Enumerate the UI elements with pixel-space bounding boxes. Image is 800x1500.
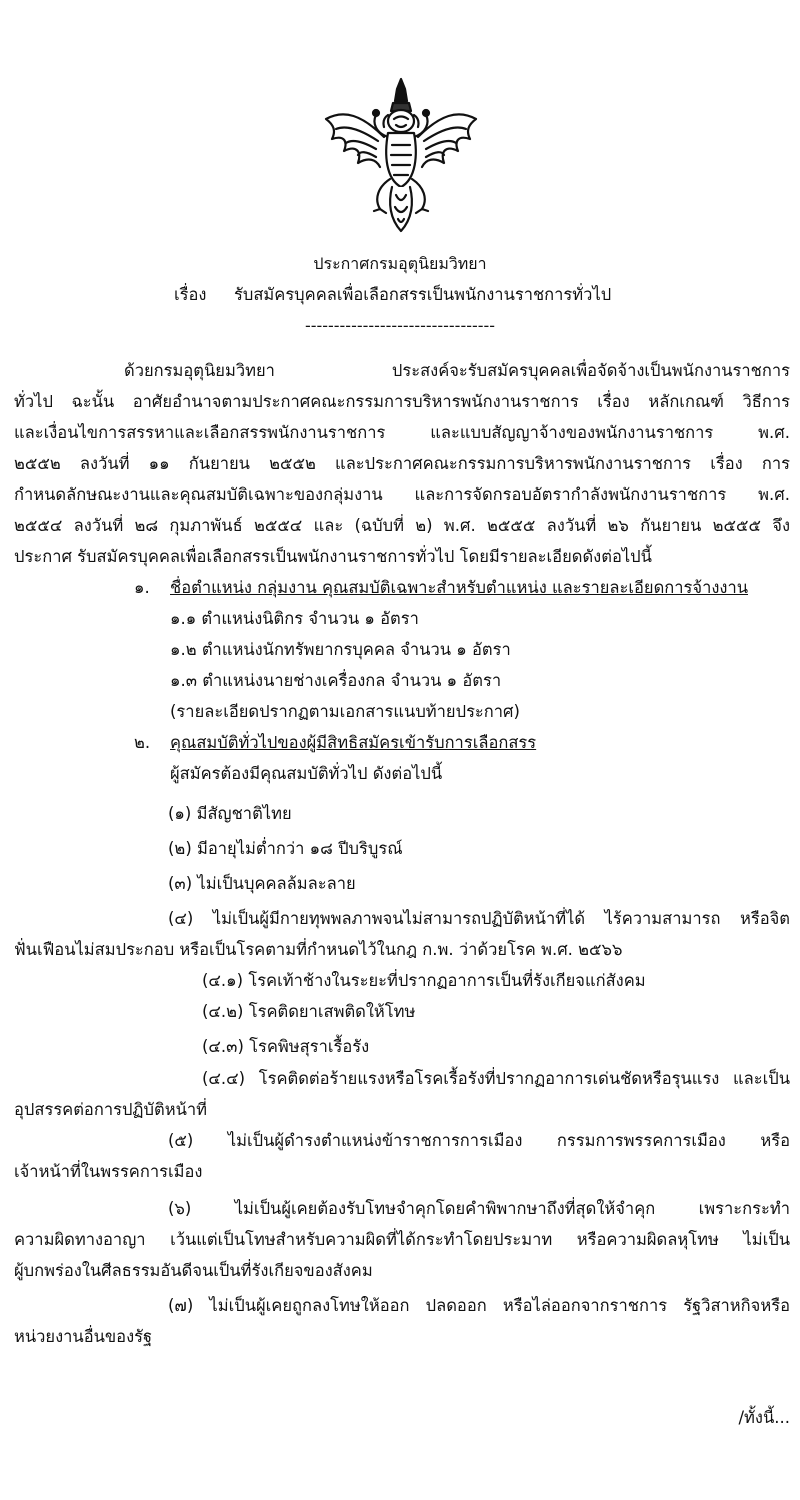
intro-line-3: และเงื่อนไขการสรรหาและเลือกสรรพนักงานราชการ และแบบสัญญาจ้างของพนักงานราชการ พ.ศ.: [14, 423, 790, 442]
intro-line-7: ประกาศ รับสมัครบุคคลเพื่อเลือกสรรเป็นพนักงานราชการทั่วไป โดยมีรายละเอียดดังต่อไปนี้: [14, 547, 652, 566]
section1-item-3: ๑.๓ ตำแหน่งนายช่างเครื่องกล จำนวน ๑ อัตรา: [170, 671, 502, 690]
qualification-6-line-2: ความผิดทางอาญา เว้นแต่เป็นโทษสำหรับความผิดที่ได้กระทำโดยประมาท หรือความผิดลหุโทษ ไม่เป็น: [14, 1230, 790, 1249]
qualification-2: (๒) มีอายุไม่ต่ำกว่า ๑๘ ปีบริบูรณ์: [168, 839, 403, 858]
qualification-5-line-1: (๕) ไม่เป็นผู้ดำรงตำแหน่งข้าราชการการเมือง กรรมการพรรคการเมือง หรือ: [168, 1131, 790, 1150]
header-divider: ---------------------------------: [305, 316, 495, 335]
qualification-4-line-2: ฟั่นเฟือนไม่สมประกอบ หรือเป็นโรคตามที่กำหนดไว้ในกฎ ก.พ. ว่าด้วยโรค พ.ศ. ๒๕๖๖: [14, 940, 623, 959]
qualification-4-4-line-1: (๔.๔) โรคติดต่อร้ายแรงหรือโรคเรื้อรังที่ปรากฏอาการเด่นชัดหรือรุนแรง และเป็น: [202, 1069, 790, 1088]
section2-lead: ผู้สมัครต้องมีคุณสมบัติทั่วไป ดังต่อไปนี้: [170, 764, 443, 783]
qualification-4-1: (๔.๑) โรคเท้าช้างในระยะที่ปรากฏอาการเป็นที่รังเกียจแก่สังคม: [202, 971, 646, 990]
intro-line-1: ด้วยกรมอุตุนิยมวิทยา ประสงค์จะรับสมัครบุคคลเพื่อจัดจ้างเป็นพนักงานราชการ: [124, 361, 790, 380]
qualification-6-line-1: (๖) ไม่เป็นผู้เคยต้องรับโทษจำคุกโดยคำพิพากษาถึงที่สุดให้จำคุก เพราะกระทำ: [168, 1199, 790, 1218]
intro-line-6: ๒๕๕๔ ลงวันที่ ๒๘ กุมภาพันธ์ ๒๕๕๔ และ (ฉบับที่ ๒) พ.ศ. ๒๕๕๕ ลงวันที่ ๒๖ กันยายน ๒๕๕๕ จึง: [14, 516, 790, 535]
qualification-4-2: (๔.๒) โรคติดยาเสพติดให้โทษ: [202, 1002, 416, 1021]
section1-item-2: ๑.๒ ตำแหน่งนักทรัพยากรบุคคล จำนวน ๑ อัตรา: [170, 640, 511, 659]
section2-number: ๒.: [134, 733, 151, 752]
qualification-5-line-2: เจ้าหน้าที่ในพรรคการเมือง: [14, 1162, 203, 1181]
subject-text: รับสมัครบุคคลเพื่อเลือกสรรเป็นพนักงานราชการทั่วไป: [234, 285, 612, 304]
qualification-3: (๓) ไม่เป็นบุคคลล้มละลาย: [168, 874, 356, 893]
qualification-4-3: (๔.๓) โรคพิษสุราเรื้อรัง: [202, 1037, 370, 1056]
garuda-emblem-icon: [318, 75, 484, 235]
section1-item-1: ๑.๑ ตำแหน่งนิติกร จำนวน ๑ อัตรา: [170, 609, 419, 628]
qualification-4-4-line-2: อุปสรรคต่อการปฏิบัติหน้าที่: [14, 1100, 207, 1119]
section1-number: ๑.: [134, 578, 150, 597]
section1-heading: ชื่อตำแหน่ง กลุ่มงาน คุณสมบัติเฉพาะสำหรับตำแหน่ง และรายละเอียดการจ้างงาน: [170, 578, 749, 597]
section1-note: (รายละเอียดปรากฏตามเอกสารแนบท้ายประกาศ): [170, 702, 520, 721]
qualification-7-line-2: หน่วยงานอื่นของรัฐ: [14, 1327, 153, 1346]
qualification-4-line-1: (๔) ไม่เป็นผู้มีกายทุพพลภาพจนไม่สามารถปฏิบัติหน้าที่ได้ ไร้ความสามารถ หรือจิต: [168, 909, 790, 928]
subject-label: เรื่อง: [174, 285, 207, 304]
intro-line-5: กำหนดลักษณะงานและคุณสมบัติเฉพาะของกลุ่มงาน และการจัดกรอบอัตรากำลังพนักงานราชการ พ.ศ.: [14, 485, 790, 504]
intro-line-4: ๒๕๕๒ ลงวันที่ ๑๑ กันยายน ๒๕๕๒ และประกาศคณะกรรมการบริหารพนักงานราชการ เรื่อง การ: [14, 454, 790, 473]
qualification-6-line-3: ผู้บกพร่องในศีลธรรมอันดีจนเป็นที่รังเกียจของสังคม: [14, 1261, 373, 1280]
continuation-marker: /ทั้งนี้...: [738, 1408, 790, 1427]
section2-heading: คุณสมบัติทั่วไปของผู้มีสิทธิสมัครเข้ารับการเลือกสรร: [170, 733, 537, 752]
qualification-7-line-1: (๗) ไม่เป็นผู้เคยถูกลงโทษให้ออก ปลดออก หรือไล่ออกจากราชการ รัฐวิสาหกิจหรือ: [168, 1296, 790, 1315]
qualification-1: (๑) มีสัญชาติไทย: [168, 804, 292, 823]
intro-line-2: ทั่วไป ฉะนั้น อาศัยอำนาจตามประกาศคณะกรรมการบริหารพนักงานราชการ เรื่อง หลักเกณฑ์ วิธีการ: [14, 392, 790, 411]
announcement-title: ประกาศกรมอุตุนิยมวิทยา: [313, 254, 487, 273]
